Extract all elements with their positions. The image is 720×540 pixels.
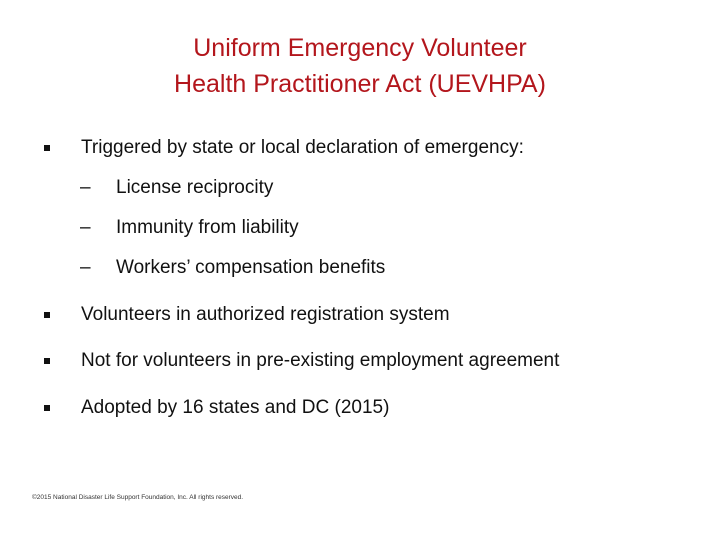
- square-bullet-icon: [44, 145, 50, 151]
- dash-bullet-icon: –: [80, 217, 91, 238]
- bullet-text: Adopted by 16 states and DC (2015): [81, 397, 390, 418]
- bullet-text: Volunteers in authorized registration system: [81, 304, 450, 325]
- square-bullet-icon: [44, 312, 50, 318]
- square-bullet-icon: [44, 405, 50, 411]
- sub-item-text: Immunity from liability: [116, 217, 299, 238]
- square-bullet-icon: [44, 358, 50, 364]
- dash-bullet-icon: –: [80, 257, 91, 278]
- slide-title: [0, 30, 720, 102]
- title-line-1: Uniform Emergency Volunteer: [193, 34, 527, 62]
- title-line-2: Health Practitioner Act (UEVHPA): [174, 70, 546, 98]
- bullet-text: Triggered by state or local declaration of emergency:: [81, 137, 524, 158]
- copyright-footer: ©2015 National Disaster Life Support Foundation, Inc. All rights reserved.: [32, 494, 244, 501]
- bullet-text: Not for volunteers in pre-existing employment agreement: [81, 350, 560, 371]
- sub-item-text: Workers’ compensation benefits: [116, 257, 386, 278]
- dash-bullet-icon: –: [80, 177, 91, 198]
- sub-item-text: License reciprocity: [116, 177, 274, 198]
